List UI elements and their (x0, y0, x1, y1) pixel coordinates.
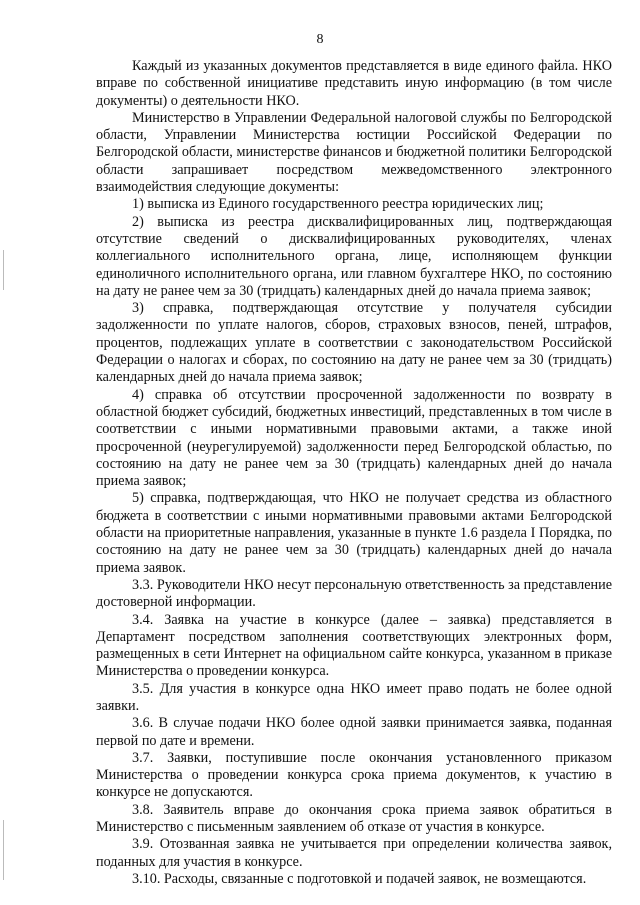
paragraph-documents-file: Каждый из указанных документов представляется в виде единого файла. НКО вправе по собственной инициативе представить иную информацию (в том числе документы) о деятельности НКО. (96, 58, 612, 109)
page-number: 8 (316, 32, 324, 47)
paragraph-3-3: 3.3. Руководители НКО несут персональную ответственность за представление достоверной информации. (96, 576, 612, 611)
paragraph-item-5: 5) справка, подтверждающая, что НКО не получает средства из областного бюджета в соответствии с иными нормативными правовыми актами Белгородской области на приоритетные направления, указанные в пункте 1.6 раздела I Порядка, по состоянию на дату не ранее чем за 30 (тридцать) календарных дней до начала приема заявок. (96, 490, 612, 576)
paragraph-3-7: 3.7. Заявки, поступившие после окончания установленного приказом Министерства о проведении конкурса срока приема документов, к участию в конкурсе не допускаются. (96, 749, 612, 801)
paragraph-item-4: 4) справка об отсутствии просроченной задолженности по возврату в областной бюджет субсидий, бюджетных инвестиций, представленных в том числе в соответствии с иными нормативными правовыми актами, а также иной просроченной (неурегулируемой) задолженности перед Белгородской областью, по состоянию на дату не ранее чем за 30 (тридцать) календарных дней до начала приема заявок; (96, 386, 612, 490)
scan-edge-mark (3, 250, 4, 290)
paragraph-item-3: 3) справка, подтверждающая отсутствие у получателя субсидии задолженности по уплате налогов, сборов, страховых взносов, пеней, штрафов, процентов, подлежащих уплате в соответствии с законодательством Российской Федерации о налогах и сборах, по состоянию на дату не ранее чем за 30 (тридцать) календарных дней до начала приема заявок; (96, 300, 612, 386)
paragraph-3-8: 3.8. Заявитель вправе до окончания срока приема заявок обратиться в Министерство с письменным заявлением об отказе от участия в конкурсе. (96, 801, 612, 836)
scan-edge-mark (3, 820, 4, 880)
document-body (96, 58, 612, 888)
paragraph-3-4: 3.4. Заявка на участие в конкурсе (далее – заявка) представляется в Департамент посредством заполнения соответствующих электронных форм, размещенных в сети Интернет на официальном сайте конкурса, указанном в приказе Министерства о проведении конкурса. (96, 611, 612, 680)
paragraph-item-1: 1) выписка из Единого государственного реестра юридических лиц; (132, 196, 544, 213)
paragraph-3-6: 3.6. В случае подачи НКО более одной заявки принимается заявка, поданная первой по дате и времени. (96, 715, 612, 749)
paragraph-item-2: 2) выписка из реестра дисквалифицированных лиц, подтверждающая отсутствие сведений о дисквалифицированных руководителях, членах коллегиального исполнительного органа, лице, исполняющем функции единоличного исполнительного органа, или главном бухгалтере НКО, по состоянию на дату не ранее чем за 30 (тридцать) календарных дней до начала приема заявок; (96, 213, 612, 299)
paragraph-interagency-request: Министерство в Управлении Федеральной налоговой службы по Белгородской области, Управлении Министерства юстиции Российской Федерации по Белгородской области, министерстве финансов и бюджетной политики Белгородской области запрашивает посредством межведомственного электронного взаимодействия следующие документы: (96, 109, 612, 196)
paragraph-3-9: 3.9. Отозванная заявка не учитывается при определении количества заявок, поданных для участия в конкурсе. (96, 836, 612, 870)
paragraph-3-10: 3.10. Расходы, связанные с подготовкой и подачей заявок, не возмещаются. (132, 870, 587, 887)
paragraph-3-5: 3.5. Для участия в конкурсе одна НКО имеет право подать не более одной заявки. (96, 680, 612, 714)
